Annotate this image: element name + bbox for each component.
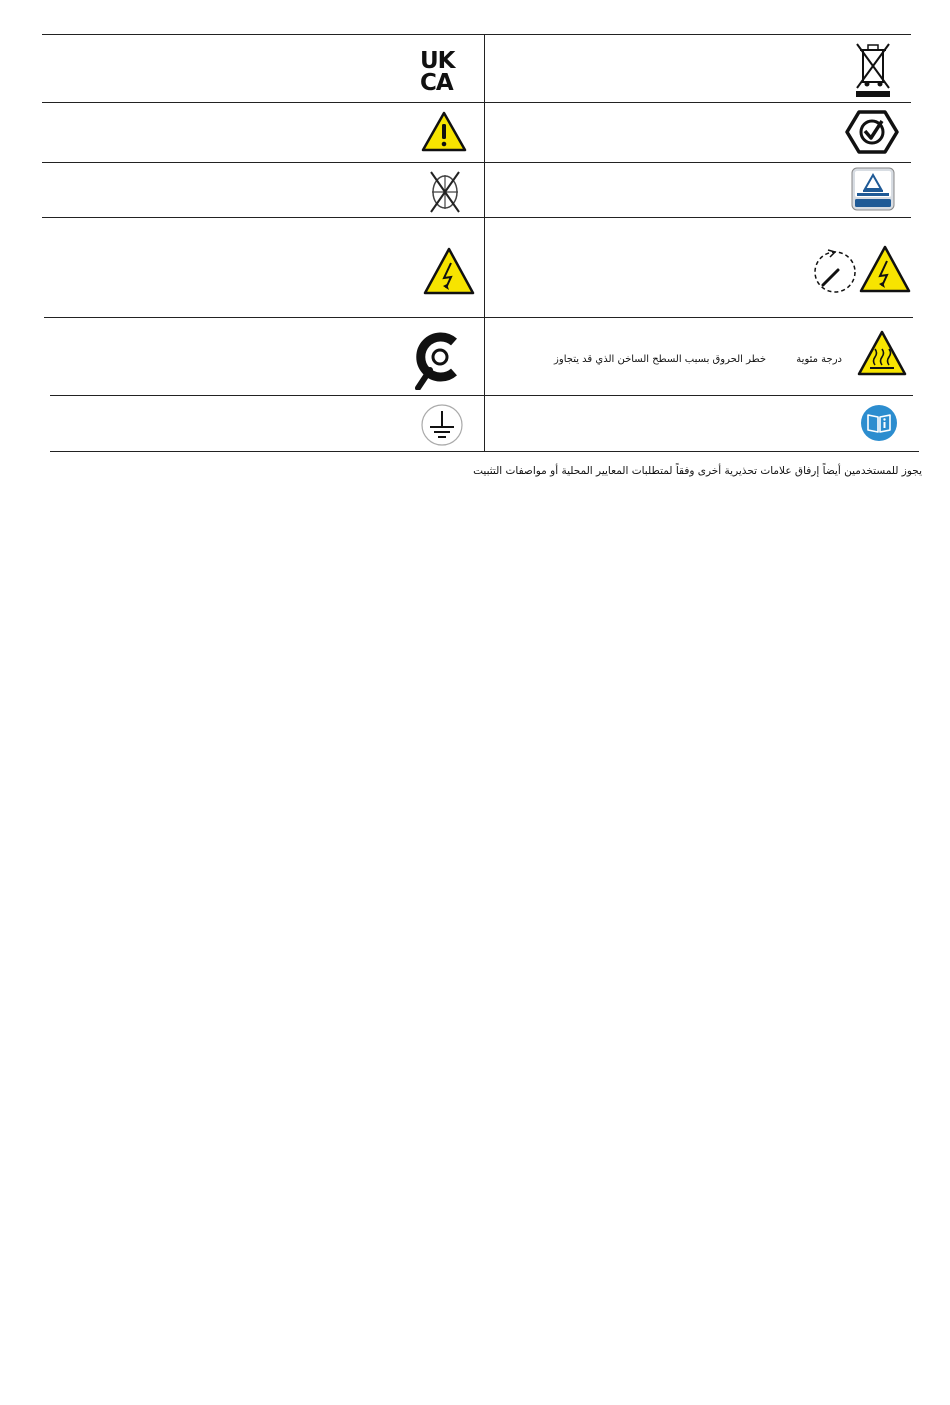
electric-shock-warning-icon <box>423 246 475 296</box>
hot-surface-text-part1: خطر الحروق بسبب السطح الساخن الذي قد يتجاوز <box>554 354 766 365</box>
rotating-blade-and-electric-hazard-icon <box>808 244 912 296</box>
row-divider-5 <box>50 395 913 396</box>
row-divider-1 <box>42 102 911 103</box>
rcm-mark-icon <box>845 109 899 155</box>
hot-surface-warning-icon <box>857 329 907 377</box>
protective-earth-icon <box>420 403 464 447</box>
table-border-top <box>42 34 911 35</box>
general-warning-icon <box>421 110 467 152</box>
weee-crossed-bin-icon <box>853 40 893 100</box>
column-divider <box>484 34 485 452</box>
no-disassembly-icon <box>427 169 463 215</box>
hot-surface-text-part2: درجة مئوية <box>796 354 842 365</box>
tuv-rheinland-certified-icon <box>851 167 895 211</box>
row-divider-3 <box>42 217 911 218</box>
row-divider-2 <box>42 162 911 163</box>
footnote-text: يجوز للمستخدمين أيضاً إرفاق علامات تحذيرية أخرى وفقاً لمتطلبات المعايير المحلية أو مواصفات التثبيت <box>473 465 922 477</box>
ukca-mark-icon <box>420 50 470 96</box>
read-manual-info-icon <box>860 404 898 442</box>
ukca-mark-text: UKCA <box>420 48 455 96</box>
row-divider-4 <box>44 317 913 318</box>
ccc-mark-icon <box>414 330 462 390</box>
